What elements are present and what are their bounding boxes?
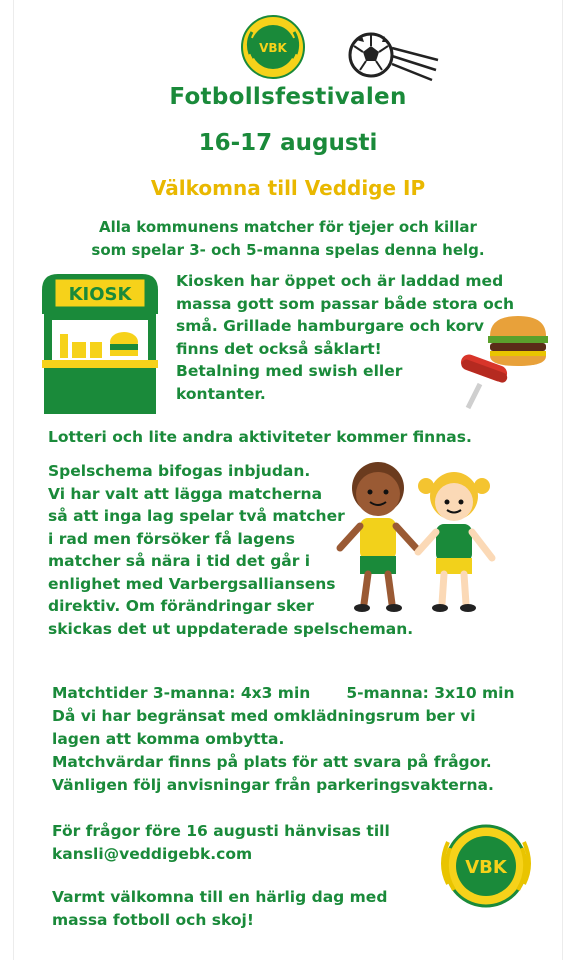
lotteri-text: Lotteri och lite andra aktiviteter kommer finnas. [48, 428, 472, 446]
logo-initials: VBK [465, 857, 507, 878]
contact-text [52, 820, 432, 866]
kiosk-line: små. Grillade hamburgare och korv [176, 317, 484, 335]
schedule-line: matcher så nära i tid det går i [48, 552, 311, 570]
kiosk-line: Betalning med swish eller [176, 362, 403, 380]
schedule-line: Spelschema bifogas inbjudan. [48, 462, 311, 480]
welcome-heading: Välkomna till Veddige IP [150, 176, 426, 200]
contact-email[interactable]: kansli@veddigebk.com [52, 845, 253, 863]
info-line: Då vi har begränsat med omklädningsrum ber vi [52, 707, 476, 725]
intro-line: Alla kommunens matcher för tjejer och killar [99, 218, 477, 236]
soccer-ball-icon [346, 30, 442, 90]
kiosk-line: Kiosken har öppet och är laddad med [176, 272, 504, 290]
schedule-line: direktiv. Om förändringar sker [48, 597, 314, 615]
kiosk-sign: KIOSK [68, 284, 132, 305]
intro-text [0, 216, 576, 262]
kiosk-line: finns det också såklart! [176, 339, 382, 358]
event-title: Fotbollsfestivalen [169, 84, 407, 110]
info-line: lagen att komma ombytta. [52, 730, 285, 748]
club-logo-bottom [434, 814, 538, 918]
match-times-line [52, 682, 572, 705]
club-logo-top [240, 14, 306, 80]
kiosk-line: massa gott som passar både stora och [176, 294, 515, 313]
closing-line: Varmt välkomna till en härlig dag med [52, 888, 388, 906]
schedule-line: enlighet med Varbergsalliansens [48, 574, 336, 593]
info-line: Vänligen följ anvisningar från parkeringsvakterna. [52, 776, 494, 794]
kiosk-illustration [38, 270, 162, 414]
schedule-line: skickas det ut uppdaterade spelscheman. [48, 619, 414, 638]
match-time-5: 5-manna: 3x10 min [346, 684, 515, 702]
info-text [52, 682, 572, 797]
match-time-3: Matchtider 3-manna: 4x3 min [52, 684, 311, 702]
closing-line: massa fotboll och skoj! [52, 911, 254, 929]
event-dates: 16-17 augusti [198, 130, 378, 156]
logo-initials: VBK [259, 41, 287, 55]
kiosk-line: kontanter. [176, 384, 266, 403]
schedule-line: så att inga lag spelar två matcher [48, 507, 345, 525]
schedule-line: Vi har valt att lägga matcherna [48, 484, 323, 503]
info-line: Matchvärdar finns på plats för att svara på frågor. [52, 753, 492, 771]
contact-line: För frågor före 16 augusti hänvisas till [52, 822, 390, 840]
closing-text [52, 886, 432, 932]
schedule-line: i rad men försöker få lagens [48, 529, 295, 548]
kids-illustration [330, 456, 506, 618]
intro-line: som spelar 3- och 5-manna spelas denna helg. [91, 241, 485, 259]
hotdog-icon [458, 348, 514, 418]
